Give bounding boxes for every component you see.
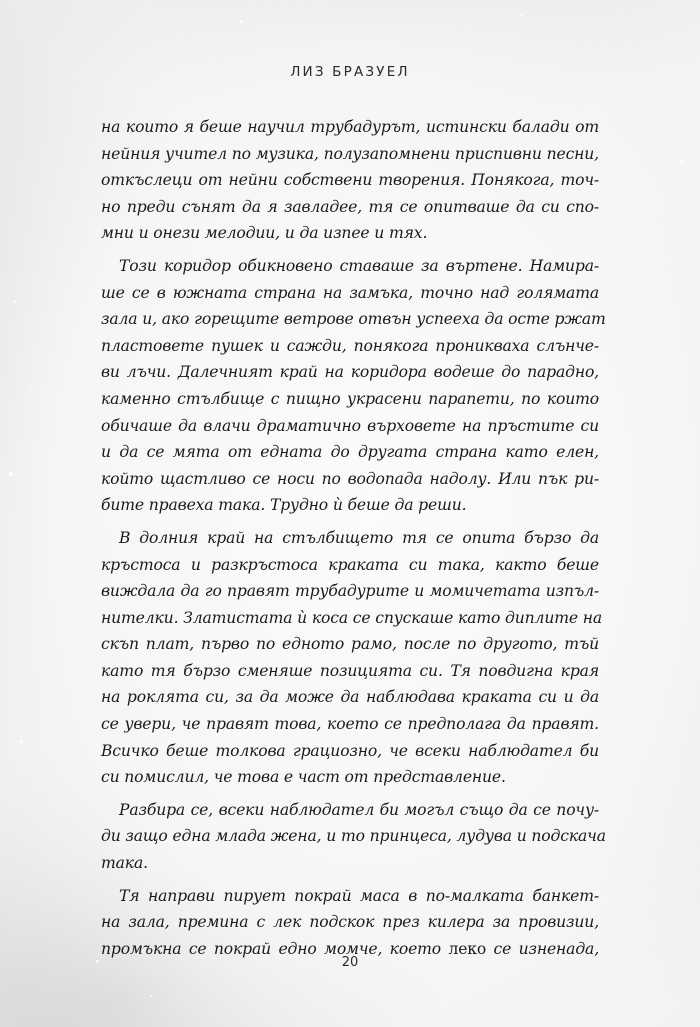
text-fragment: се изненада, bbox=[486, 939, 600, 958]
paper-speck bbox=[240, 20, 243, 23]
text-line: и да се мята от едната до другата страна като елен, bbox=[101, 443, 599, 462]
paragraph bbox=[101, 797, 606, 877]
paper-speck bbox=[60, 850, 62, 852]
paper-speck bbox=[30, 388, 32, 390]
text-line: Тя направи пирует покрай маса в по-малката банкет- bbox=[119, 886, 599, 905]
text-line: Този коридор обикновено ставаше за въртене. Намира- bbox=[119, 256, 599, 275]
text-line: който щастливо се носи по водопада надолу. Или пък ри- bbox=[101, 469, 599, 488]
text-line: си помислил, че това е част от представление. bbox=[101, 768, 506, 787]
paper-speck bbox=[44, 620, 46, 622]
text-line: се увери, че правят това, което се предполага да правят. bbox=[101, 715, 599, 734]
running-header: ЛИЗ БРАЗУЕЛ bbox=[290, 64, 410, 80]
text-line: на зала, премина с лек подскок през килера за провизии, bbox=[101, 913, 599, 932]
text-line: като тя бързо сменяше позицията си. Тя повдигна края bbox=[101, 661, 599, 680]
text-line: откъслеци от нейни собствени творения. Понякога, точ- bbox=[101, 171, 599, 190]
page-number: 20 bbox=[341, 955, 359, 970]
text-line: зала и, ако горещите ветрове отвън успееха да осте ржат bbox=[101, 310, 606, 329]
paper-speck bbox=[9, 472, 13, 476]
paper-speck bbox=[680, 160, 683, 163]
paper-speck bbox=[150, 995, 152, 997]
text-line: бите правеха така. Трудно ѝ беше да реши. bbox=[101, 496, 467, 515]
paper-speck bbox=[14, 300, 17, 303]
paragraph bbox=[101, 114, 599, 247]
text-line: нителки. Златистата ѝ коса се спускаше като диплите на bbox=[101, 608, 603, 627]
text-line: обичаше да влачи драматично върховете на пръстите си bbox=[101, 416, 599, 435]
text-line: В долния край на стълбището тя се опита бързо да bbox=[119, 528, 599, 547]
body-text bbox=[101, 114, 606, 962]
text-line: на които я беше научил трубадурът, истински балади от bbox=[101, 118, 599, 136]
text-line: Разбира се, всеки наблюдател би могъл също да се почу- bbox=[119, 800, 599, 819]
text-line: мни и онези мелодии, и да изпее и тях. bbox=[101, 224, 428, 243]
paragraph bbox=[101, 883, 599, 963]
text-fragment: промъкна се покрай едно момче, което bbox=[101, 939, 449, 958]
text-line: каменно стълбище с пищно украсени парапети, по които bbox=[101, 389, 599, 408]
paper-speck bbox=[672, 700, 674, 702]
text-line: ви лъчи. Далечният край на коридора водеше до парадно, bbox=[101, 363, 599, 382]
text-line: Всичко беше толкова грациозно, че всеки наблюдател би bbox=[101, 741, 599, 760]
text-line: ше се в южната страна на замъка, точно над голямата bbox=[101, 283, 599, 302]
paper-speck bbox=[20, 740, 23, 743]
text-line: на роклята си, за да може да наблюдава краката си и да bbox=[101, 688, 599, 707]
text-line: скъп плат, първо по едното рамо, после по другото, тъй bbox=[101, 635, 599, 654]
paragraph bbox=[101, 525, 603, 791]
text-line: нейния учител по музика, полузапомнени приспивни песни, bbox=[101, 144, 599, 163]
emphasis-word: леко bbox=[448, 939, 487, 958]
text-line: виждала да го правят трубадурите и момичетата изпъл- bbox=[101, 582, 599, 601]
text-line: пластовете пушек и сажди, понякога проникваха слънче- bbox=[101, 336, 599, 355]
text-line: но преди сънят да я завладее, тя се опитваше да си спо- bbox=[101, 197, 599, 216]
paper-speck bbox=[520, 14, 522, 16]
text-line: така. bbox=[101, 854, 148, 873]
text-line: кръстоса и разкръстоса краката си така, както беше bbox=[101, 555, 599, 574]
paragraph bbox=[101, 253, 606, 519]
text-line: ди защо една млада жена, и то принцеса, лудува и подскача bbox=[101, 827, 606, 846]
